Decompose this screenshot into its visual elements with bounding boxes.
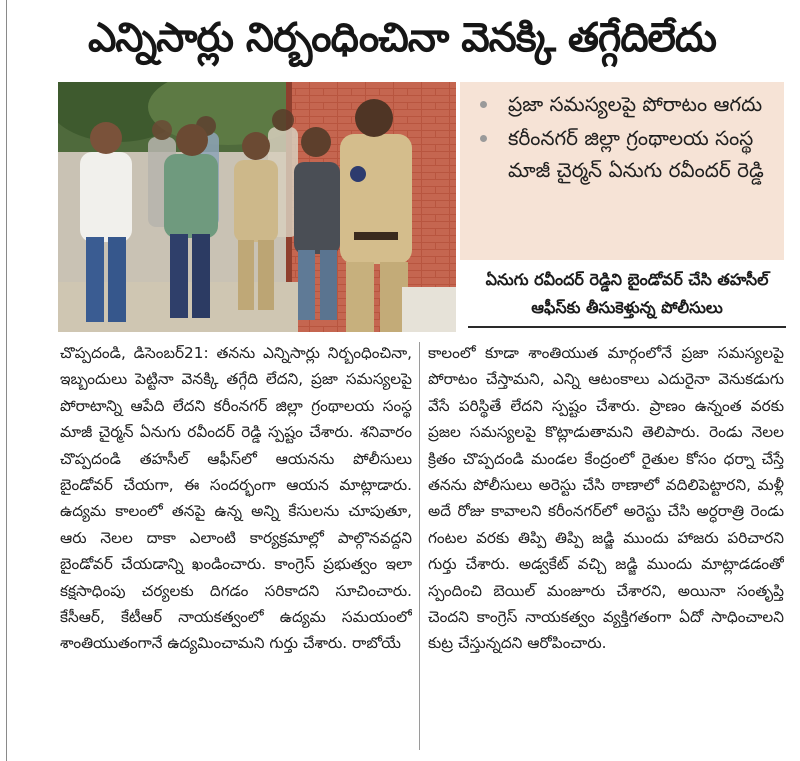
highlight-text: కరీంనగర్ జిల్లా గ్రంథాలయ సంస్థ మాజీ చైర్మన్ ఏనుగు రవీందర్ రెడ్డి <box>508 126 764 182</box>
article-column-right: కాలంలో కూడా శాంతియుత మార్గంలోనే ప్రజా సమస్యలపై పోరాటం చేస్తామని, ఎన్ని ఆటంకాలు ఎదురైనా వెనుకడుగు వేసే పరిస్థితే లేదని స్పష్టం చేశారు. ప్రాణం ఉన్నంత వరకు ప్రజల సమస్యలపై కొట్లాడుతామని తెలిపారు. రెండు నెలల క్రితం చొప్పదండి మండల కేంద్రంలో రైతుల కోసం ధర్నా చేస్తే తనను పోలీసులు అరెస్టు చేసి ఠాణాలో వదిలిపెట్టారని, మళ్లీ అదే రోజు కావాలని కరీంనగర్‌లో అరెస్టు చేసి అర్ధరాత్రి రెండు గంటల వరకు తిప్పి తిప్పి జడ్జి ముందు హాజరు పరిచారని గుర్తు చేశారు. అడ్వకేట్ వచ్చి జడ్జి ముందు మాట్లాడడంతో స్పందించి బెయిల్ మంజూరు చేశారని, అయినా సంతృప్తి చెందని కాంగ్రెస్ నాయకత్వం వ్యక్తిగతంగా ఏదో సాధించాలని కుట్ర చేస్తున్నదని ఆరోపించారు. <box>428 344 784 653</box>
highlight-text: ప్రజా సమస్యలపై పోరాటం ఆగదు <box>508 92 763 116</box>
highlight-item <box>474 122 776 186</box>
highlight-item <box>474 88 776 120</box>
headline: ఎన్నిసార్లు నిర్బంధించినా వెనక్కి తగ్గేదిలేదు <box>87 15 717 61</box>
caption-underline <box>468 326 786 328</box>
bullet-dot-icon <box>480 135 487 142</box>
highlights-list <box>460 82 784 186</box>
photo-caption: ఏనుగు రవీందర్ రెడ్డిని బైండోవర్ చేసి తహసీల్ ఆఫీస్‌కు తీసుకెళ్తున్న పోలీసులు <box>485 270 769 317</box>
highlights-box <box>460 82 784 260</box>
left-margin-rule <box>6 0 7 761</box>
column-divider <box>419 342 420 750</box>
article-column-left: చొప్పదండి, డిసెంబర్21: తనను ఎన్నిసార్లు నిర్బంధించినా, ఇబ్బందులు పెట్టినా వెనక్కి తగ్గేది లేదని, ప్రజా సమస్యలపై పోరాటాన్ని ఆపేది లేదని కరీంనగర్ జిల్లా గ్రంథాలయ సంస్థ మాజీ చైర్మన్ ఏనుగు రవీందర్ రెడ్డి స్పష్టం చేశారు. శనివారం చొప్పదండి తహసీల్ ఆఫీస్‌లో ఆయనను పోలీసులు బైండోవర్ చేయగా, ఈ సందర్భంగా ఆయన మాట్లాడారు. ఉద్యమ కాలంలో తనపై ఉన్న అన్ని కేసులను చూపుతూ, ఆరు నెలల దాకా ఎలాంటి కార్యక్రమాల్లో పాల్గొనవద్దని బైండోవర్ చేయడాన్ని ఖండించారు. కాంగ్రెస్ ప్రభుత్వం ఇలా కక్షసాధింపు చర్యలకు దిగడం సరికాదని సూచించారు. కేసీఆర్, కేటీఆర్ నాయకత్వంలో ఉద్యమ సమయంలో శాంతియుతంగానే ఉద్యమించామని గుర్తు చేశారు. రాబోయే <box>60 344 412 653</box>
news-photo <box>58 82 456 332</box>
bullet-dot-icon <box>480 101 487 108</box>
